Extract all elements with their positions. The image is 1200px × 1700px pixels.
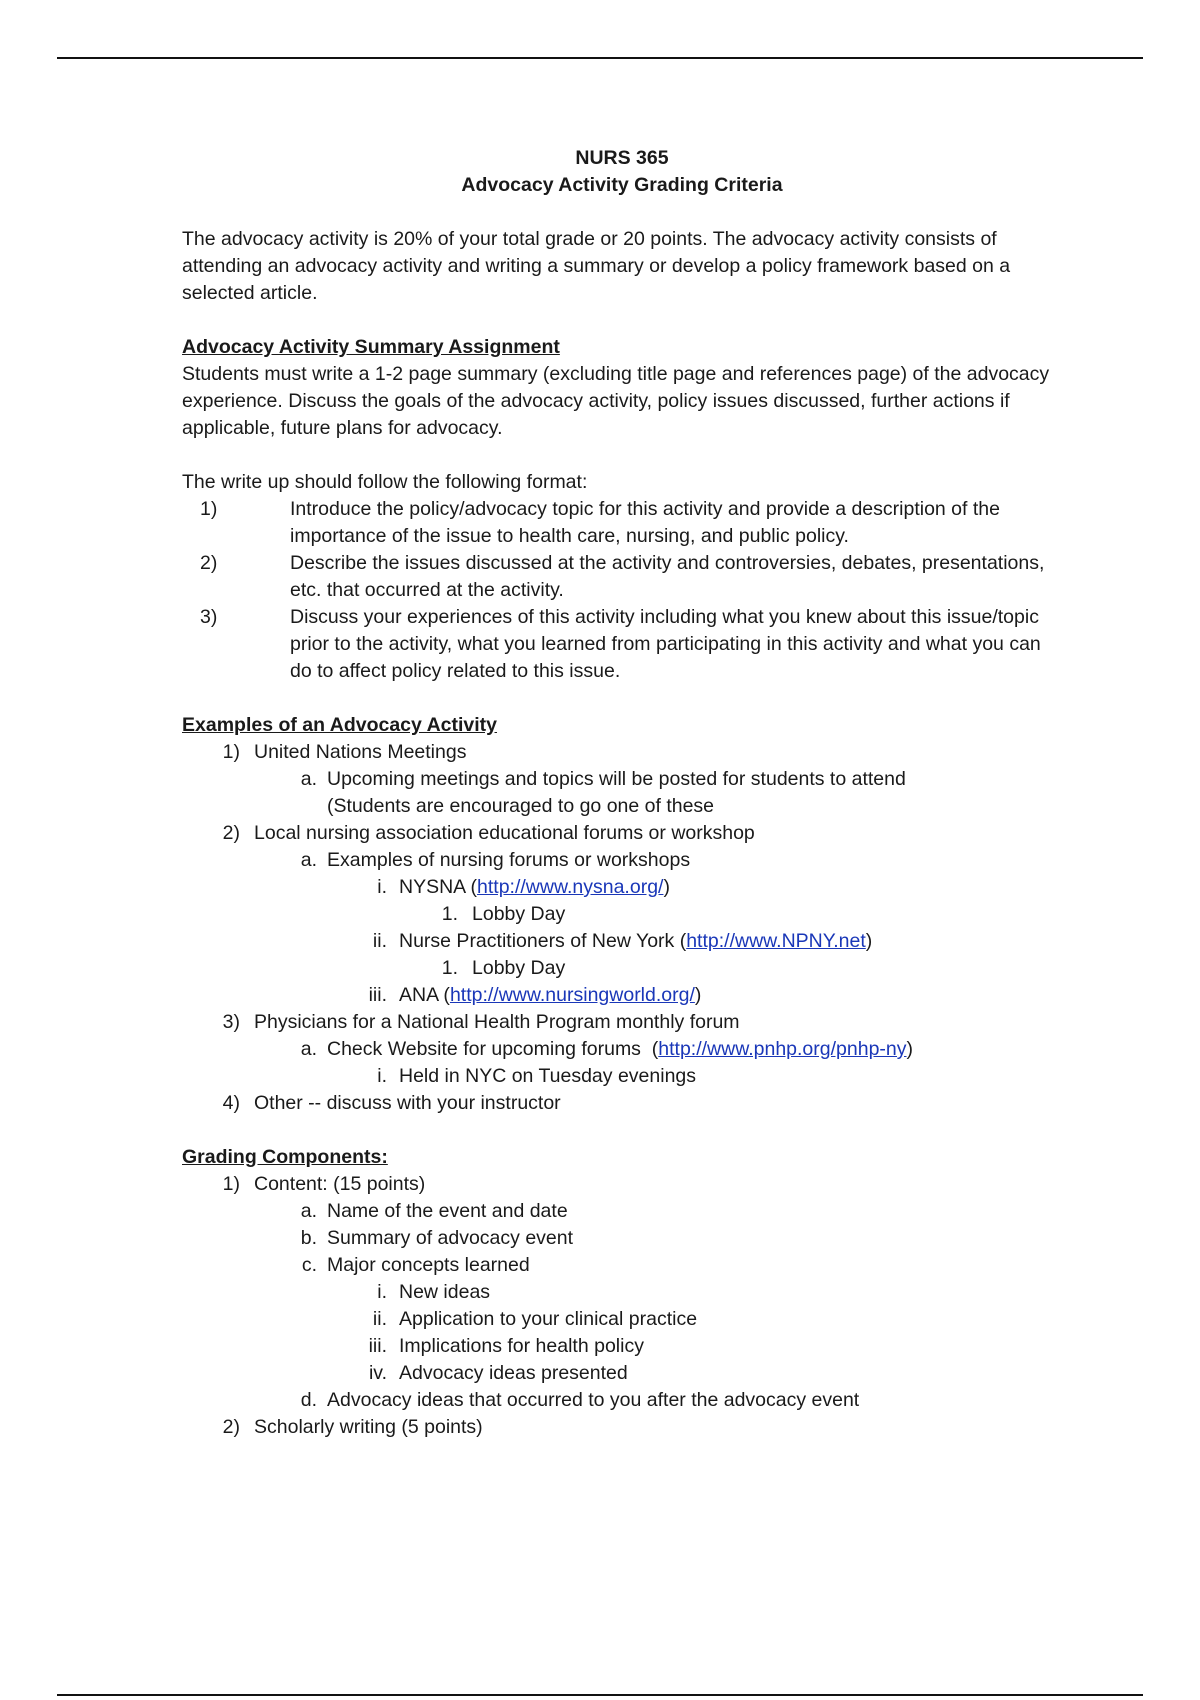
list-item: [182, 1252, 1062, 1279]
list-item: [182, 766, 1062, 820]
list-marker: 1.: [441, 903, 458, 925]
list-item: [182, 1225, 1062, 1252]
nysna-link[interactable]: http://www.nysna.org/: [477, 876, 664, 898]
course-code: NURS 365: [575, 147, 669, 169]
list-marker: 4): [222, 1092, 240, 1114]
list-item-text: Check Website for upcoming forums (: [327, 1038, 659, 1060]
document-page: [182, 145, 1062, 1441]
list-marker: iii.: [368, 1335, 387, 1357]
list-item-text: Discuss your experiences of this activity including what you knew about this issue/topic prior to the activity, what you learned from participating in this activity and what you can do to affect policy related to this issue.: [290, 606, 1041, 682]
list-item: [182, 928, 1062, 955]
list-item-text: Nurse Practitioners of New York (: [399, 930, 687, 952]
list-item-text: Local nursing association educational forums or workshop: [254, 822, 755, 844]
list-item: [182, 550, 1062, 604]
list-item-text: Summary of advocacy event: [327, 1227, 574, 1249]
list-item-text: Lobby Day: [472, 957, 566, 979]
list-item: [182, 1306, 1062, 1333]
list-item-text: Held in NYC on Tuesday evenings: [399, 1065, 697, 1087]
list-item-text: United Nations Meetings: [254, 741, 467, 763]
list-item: [182, 874, 1062, 901]
list-item: [182, 1360, 1062, 1387]
list-marker: 1): [200, 498, 218, 520]
list-item: [182, 901, 1062, 928]
list-item-text: ANA (: [399, 984, 450, 1006]
list-marker: d.: [300, 1389, 317, 1411]
list-item-text: New ideas: [399, 1281, 491, 1303]
list-item-text: Describe the issues discussed at the activity and controversies, debates, presentations, etc. that occurred at the activity.: [290, 552, 1045, 601]
list-item: [182, 1171, 1062, 1198]
list-item: [182, 1036, 1062, 1063]
list-marker: i.: [377, 1281, 387, 1303]
list-item-text: Advocacy ideas presented: [399, 1362, 628, 1384]
list-item-text: Major concepts learned: [327, 1254, 530, 1276]
list-item-text: Lobby Day: [472, 903, 566, 925]
list-marker: 1.: [441, 957, 458, 979]
list-item-text: Advocacy ideas that occurred to you after the advocacy event: [327, 1389, 860, 1411]
list-item: [182, 982, 1062, 1009]
list-item-text: Physicians for a National Health Program monthly forum: [254, 1011, 740, 1033]
list-item: [182, 739, 1062, 766]
list-item-text: Application to your clinical practice: [399, 1308, 698, 1330]
grading-heading: Grading Components:: [182, 1146, 388, 1168]
list-item: [182, 1090, 1062, 1117]
list-marker: 1): [222, 741, 240, 763]
list-marker: a.: [300, 849, 317, 871]
list-item: [182, 1198, 1062, 1225]
list-item-text: Content: (15 points): [254, 1173, 426, 1195]
list-item-text: NYSNA (: [399, 876, 478, 898]
list-item: [182, 1063, 1062, 1090]
list-item: [182, 847, 1062, 874]
ana-link[interactable]: http://www.nursingworld.org/: [449, 984, 695, 1006]
intro-paragraph: The advocacy activity is 20% of your total grade or 20 points. The advocacy activity consists of attending an advocacy activity and writing a summary or develop a policy framework based on a selected article.: [182, 228, 1011, 304]
list-marker: 1): [222, 1173, 240, 1195]
list-marker: i.: [377, 876, 387, 898]
npny-link[interactable]: http://www.NPNY.net: [686, 930, 866, 952]
list-marker: i.: [377, 1065, 387, 1087]
list-marker: 3): [222, 1011, 240, 1033]
closing-paren: ): [694, 984, 702, 1006]
list-marker: iii.: [368, 984, 387, 1006]
list-item: [182, 820, 1062, 847]
list-item: [182, 1009, 1062, 1036]
list-item-text: Scholarly writing (5 points): [254, 1416, 483, 1438]
document-title: Advocacy Activity Grading Criteria: [461, 174, 783, 196]
list-marker: ii.: [372, 930, 387, 952]
list-item-text: Implications for health policy: [399, 1335, 644, 1357]
closing-paren: ): [865, 930, 873, 952]
list-marker: 2): [222, 822, 240, 844]
list-item-text: Name of the event and date: [327, 1200, 568, 1222]
list-item: [182, 955, 1062, 982]
closing-paren: ): [906, 1038, 914, 1060]
top-rule: [57, 57, 1143, 59]
summary-paragraph: Students must write a 1-2 page summary (excluding title page and references page) of the advocacy experience. Discuss the goals of the advocacy activity, policy issues discussed, further actions if applicable, future plans for advocacy.: [182, 363, 1050, 439]
list-marker: a.: [300, 768, 317, 790]
list-marker: a.: [300, 1038, 317, 1060]
list-marker: a.: [300, 1200, 317, 1222]
list-item-text: Other -- discuss with your instructor: [254, 1092, 561, 1114]
examples-heading: Examples of an Advocacy Activity: [182, 714, 498, 736]
list-item-text: Examples of nursing forums or workshops: [327, 849, 691, 871]
list-item: [182, 1387, 1062, 1414]
format-lead: The write up should follow the following format:: [182, 471, 588, 493]
list-item: [182, 496, 1062, 550]
pnhp-link[interactable]: http://www.pnhp.org/pnhp-ny: [658, 1038, 907, 1060]
list-item: [182, 1414, 1062, 1441]
summary-heading: Advocacy Activity Summary Assignment: [182, 336, 560, 358]
list-marker: iv.: [368, 1362, 387, 1384]
list-item-text: Introduce the policy/advocacy topic for this activity and provide a description of the importance of the issue to health care, nursing, and public policy.: [290, 498, 1000, 547]
list-marker: 2): [222, 1416, 240, 1438]
list-marker: c.: [301, 1254, 317, 1276]
list-marker: b.: [300, 1227, 317, 1249]
list-item-text: Upcoming meetings and topics will be posted for students to attend (Students are encouraged to go one of these: [327, 768, 906, 817]
list-item: [182, 1333, 1062, 1360]
bottom-rule: [57, 1694, 1143, 1696]
list-marker: 3): [200, 606, 218, 628]
list-marker: 2): [200, 552, 218, 574]
list-item: [182, 1279, 1062, 1306]
list-item: [182, 604, 1062, 685]
closing-paren: ): [663, 876, 670, 898]
list-marker: ii.: [372, 1308, 387, 1330]
